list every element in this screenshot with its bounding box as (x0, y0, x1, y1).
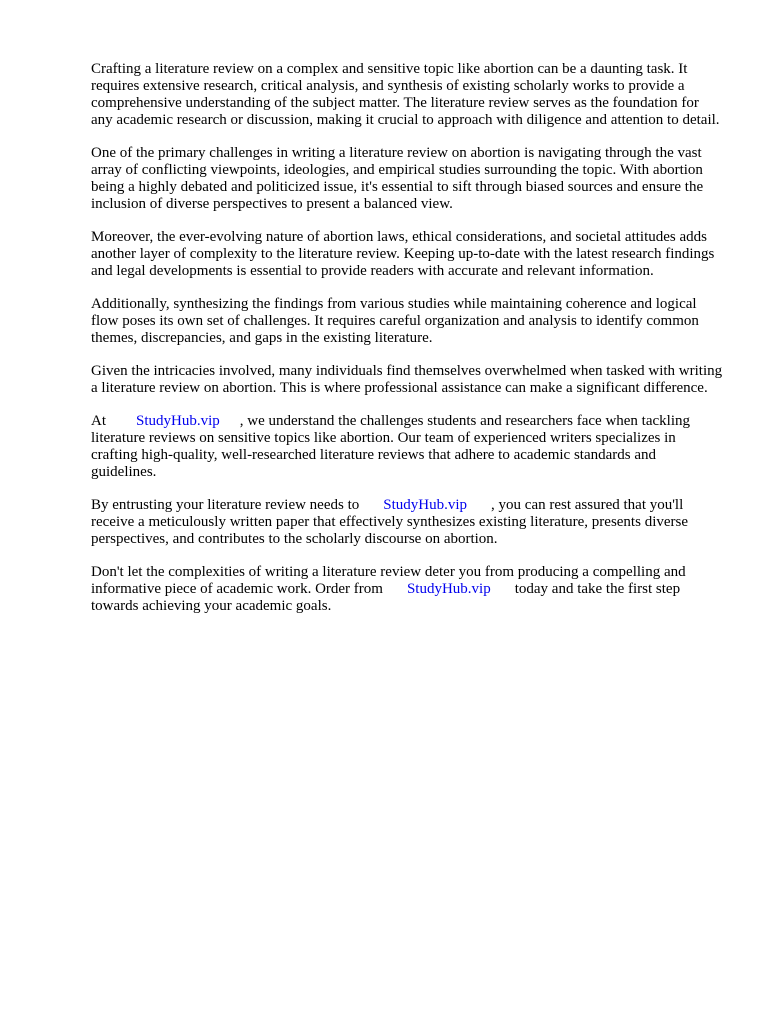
paragraph-intro: Crafting a literature review on a complex and sensitive topic like abortion can be a daunting task. It requires extensive research, critical analysis, and synthesis of existing scholarly works to provide a comprehensive understanding of the subject matter. The literature review serves as the foundation for any academic research or discussion, making it crucial to approach with diligence and attention to detail. (91, 61, 720, 128)
paragraph-challenges: One of the primary challenges in writing a literature review on abortion is navigating through the vast array of conflicting viewpoints, ideologies, and empirical studies surrounding the topic. With abortion being a highly debated and politicized issue, it's essential to sift through biased sources and ensure the inclusion of diverse perspectives to present a balanced view. (91, 145, 704, 212)
paragraph-synthesis: Additionally, synthesizing the findings from various studies while maintaining coherence and logical flow poses its own set of challenges. It requires careful organization and analysis to identify common themes, discrepancies, and gaps in the existing literature. (91, 296, 699, 346)
paragraph-intricacies: Given the intricacies involved, many individuals find themselves overwhelmed when tasked with writing a literature review on abortion. This is where professional assistance can make a significant difference. (91, 363, 723, 396)
paragraph-studyhub-intro (91, 413, 723, 481)
paragraph-closing (91, 564, 723, 615)
text-after-link: , we understand the challenges students and researchers face when tackling literature reviews on sensitive topics like abortion. Our team of experienced writers specializes in crafting high-quality, well-researched literature reviews that adhere to academic standards and guidelines. (91, 413, 690, 480)
text-after-link: today and take the first step towards achieving your academic goals. (91, 581, 681, 614)
studyhub-link[interactable]: StudyHub.vip (136, 413, 220, 429)
paragraph-laws: Moreover, the ever-evolving nature of abortion laws, ethical considerations, and societal attitudes adds another layer of complexity to the literature review. Keeping up-to-date with the latest research findings and legal developments is essential to provide readers with accurate and relevant information. (91, 229, 715, 279)
text-before-link: Don't let the complexities of writing a literature review deter you from producing a compelling and informative piece of academic work. Order from (91, 564, 686, 597)
text-before-link: By entrusting your literature review needs to (91, 497, 360, 513)
studyhub-link[interactable]: StudyHub.vip (383, 497, 468, 513)
text-before-link: At (91, 413, 106, 429)
document-page (91, 61, 723, 631)
studyhub-link[interactable]: StudyHub.vip (406, 581, 491, 597)
paragraph-entrusting (91, 497, 723, 548)
text-after-link: , you can rest assured that you'll receive a meticulously written paper that effectively synthesizes existing literature, presents diverse perspectives, and contributes to the scholarly discourse on abortion. (91, 497, 689, 547)
